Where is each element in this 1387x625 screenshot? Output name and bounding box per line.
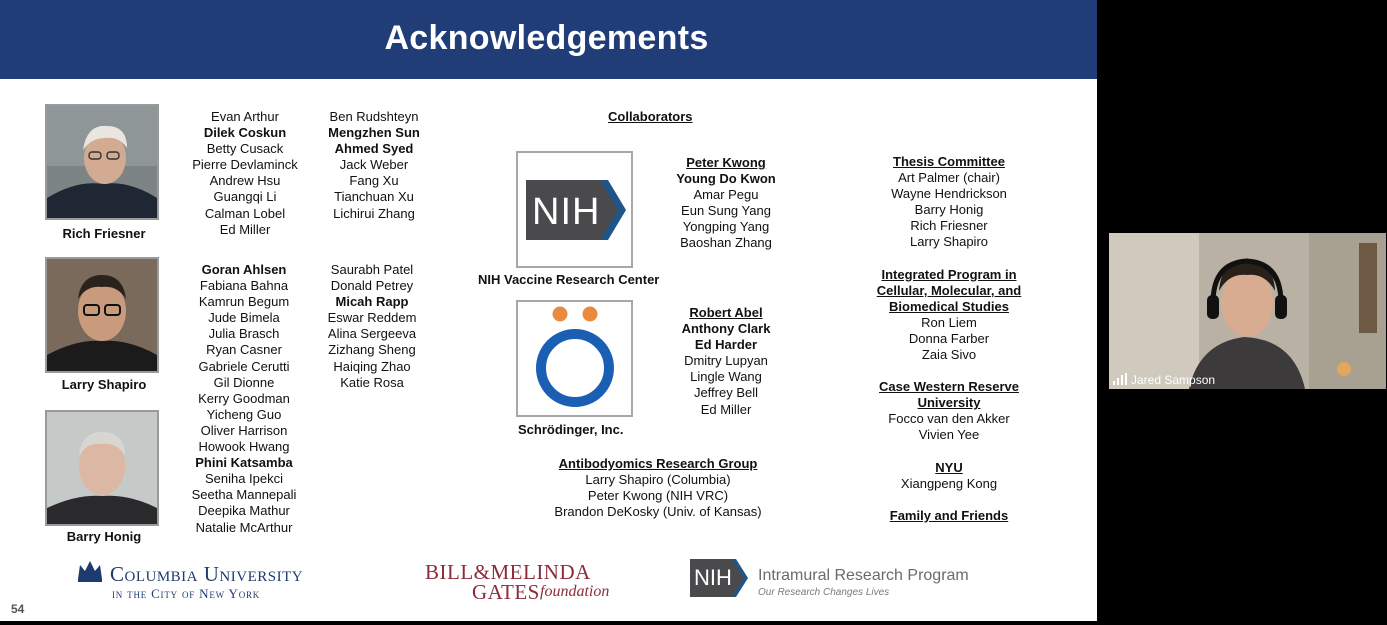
member-name: Fabiana Bahna bbox=[199, 278, 289, 294]
schrodinger-label: Schrödinger, Inc. bbox=[518, 422, 624, 437]
collaborator-name: Jeffrey Bell bbox=[693, 385, 759, 401]
member-name: Mengzhen Sun bbox=[328, 125, 420, 141]
photo-rich-friesner bbox=[45, 104, 159, 220]
page-number: 54 bbox=[11, 602, 25, 616]
section-heading: Family and Friends bbox=[889, 507, 1009, 523]
member-name: Seniha Ipekci bbox=[204, 471, 284, 487]
irp-title: Intramural Research Program bbox=[758, 567, 969, 584]
antibodyomics-heading: Antibodyomics Research Group bbox=[558, 456, 758, 471]
collaborator-name: Peter Kwong (NIH VRC) bbox=[587, 488, 729, 504]
person-name: Focco van den Akker bbox=[888, 411, 1010, 427]
member-name: Oliver Harrison bbox=[200, 422, 288, 438]
columbia-name: Columbia University bbox=[110, 562, 304, 586]
collaborator-name: Robert Abel bbox=[689, 305, 763, 320]
member-name: Seetha Mannepali bbox=[191, 487, 297, 503]
schrodinger-collaborators bbox=[656, 305, 796, 418]
person-name: Art Palmer (chair) bbox=[898, 170, 1000, 186]
member-name: Ben Rudshteyn bbox=[329, 109, 419, 124]
gates-line3: foundation bbox=[540, 583, 610, 600]
collaborator-name: Yongping Yang bbox=[682, 219, 770, 235]
photo-caption: Larry Shapiro bbox=[61, 377, 147, 392]
lab-members-col2-group1 bbox=[304, 109, 444, 222]
section-heading: NYU bbox=[935, 459, 963, 475]
participant-video bbox=[1109, 233, 1386, 389]
columbia-logo bbox=[76, 559, 366, 605]
gates-line1: BILL&MELINDA bbox=[425, 560, 591, 584]
nih-logo-text: NIH bbox=[532, 191, 601, 233]
member-name: Yicheng Guo bbox=[206, 406, 282, 422]
collaborator-name: Young Do Kwon bbox=[676, 171, 776, 187]
spacer bbox=[859, 363, 1039, 379]
nih-badge-text: NIH bbox=[694, 565, 732, 590]
member-name: Ed Miller bbox=[219, 221, 271, 237]
collaborator-name: Larry Shapiro (Columbia) bbox=[585, 472, 731, 488]
member-name: Kerry Goodman bbox=[198, 390, 290, 406]
collaborator-name: Amar Pegu bbox=[693, 187, 759, 203]
person-name: Rich Friesner bbox=[910, 218, 988, 234]
participant-name: Jared Sampson bbox=[1131, 373, 1216, 387]
schrodinger-logo-box bbox=[516, 300, 633, 417]
member-name: Ahmed Syed bbox=[334, 141, 414, 157]
person-name: Zaia Sivo bbox=[921, 347, 977, 363]
nih-collaborators bbox=[656, 155, 796, 252]
member-name: Jude Bimela bbox=[208, 310, 280, 326]
lab-members-col1-group2 bbox=[174, 262, 314, 536]
collaborator-name: Anthony Clark bbox=[681, 321, 771, 337]
collaborator-name: Ed Harder bbox=[694, 337, 758, 353]
person-name: Ron Liem bbox=[921, 314, 977, 330]
participant-video-tile[interactable] bbox=[1109, 233, 1386, 389]
nih-logo-box bbox=[516, 151, 633, 268]
irp-tagline: Our Research Changes Lives bbox=[758, 587, 890, 598]
photo-caption: Barry Honig bbox=[66, 529, 142, 544]
person-name: Larry Shapiro bbox=[909, 234, 989, 250]
collaborator-name: Brandon DeKosky (Univ. of Kansas) bbox=[554, 504, 762, 520]
gates-foundation-logo bbox=[425, 560, 625, 604]
member-name: Goran Ahlsen bbox=[201, 262, 287, 277]
person-name: Xiangpeng Kong bbox=[900, 475, 998, 491]
committee-column bbox=[859, 154, 1039, 524]
photo-caption: Rich Friesner bbox=[62, 226, 146, 241]
member-name: Tianchuan Xu bbox=[334, 189, 414, 205]
collaborator-name: Baoshan Zhang bbox=[680, 235, 772, 251]
member-name: Deepika Mathur bbox=[198, 503, 290, 519]
member-name: Betty Cusack bbox=[206, 141, 284, 157]
lab-members-col1-group1 bbox=[175, 109, 315, 238]
member-name: Natalie McArthur bbox=[195, 519, 293, 535]
member-name: Gil Dionne bbox=[213, 374, 275, 390]
section-heading: Thesis Committee bbox=[893, 154, 1005, 169]
member-name: Calman Lobel bbox=[204, 205, 286, 221]
photo-barry-honig bbox=[45, 410, 159, 526]
person-name: Vivien Yee bbox=[918, 427, 980, 443]
person-name: Barry Honig bbox=[914, 202, 984, 218]
schrodinger-logo bbox=[518, 302, 631, 415]
photo-larry-shapiro bbox=[45, 257, 159, 373]
member-name: Andrew Hsu bbox=[209, 173, 281, 189]
collaborator-name: Eun Sung Yang bbox=[681, 203, 771, 219]
section-heading: Case Western Reserve bbox=[879, 379, 1019, 395]
member-name: Fang Xu bbox=[349, 173, 399, 189]
member-name: Lichirui Zhang bbox=[333, 205, 415, 221]
member-name: Gabriele Cerutti bbox=[198, 358, 290, 374]
collaborator-name: Ed Miller bbox=[700, 401, 752, 417]
person-name: Wayne Hendrickson bbox=[891, 186, 1007, 202]
member-name: Pierre Devlaminck bbox=[192, 157, 298, 173]
member-name: Ryan Casner bbox=[206, 342, 282, 358]
member-name: Kamrun Begum bbox=[198, 294, 290, 310]
member-name: Zizhang Sheng bbox=[328, 342, 416, 358]
lab-members-col2-group2 bbox=[302, 262, 442, 391]
collaborator-name: Peter Kwong bbox=[686, 155, 766, 170]
section-heading: Cellular, Molecular, and bbox=[876, 282, 1022, 298]
member-name: Saurabh Patel bbox=[330, 262, 414, 277]
member-name: Alina Sergeeva bbox=[327, 326, 417, 342]
member-name: Micah Rapp bbox=[335, 294, 409, 310]
nih-vrc-label: NIH Vaccine Research Center bbox=[478, 272, 660, 287]
collaborator-name: Dmitry Lupyan bbox=[684, 353, 768, 369]
nih-irp-logo bbox=[690, 559, 1000, 599]
spacer bbox=[859, 444, 1039, 460]
section-heading: Integrated Program in bbox=[881, 266, 1017, 282]
member-name: Eswar Reddem bbox=[327, 310, 417, 326]
section-heading: University bbox=[917, 395, 981, 411]
member-name: Phini Katsamba bbox=[195, 455, 293, 471]
member-name: Howook Hwang bbox=[198, 439, 290, 455]
member-name: Jack Weber bbox=[339, 157, 409, 173]
member-name: Donald Petrey bbox=[330, 278, 414, 294]
member-name: Haiqing Zhao bbox=[333, 358, 411, 374]
member-name: Guangqi Li bbox=[213, 189, 277, 205]
signal-icon bbox=[1113, 373, 1127, 385]
antibodyomics-group bbox=[528, 456, 788, 520]
spacer bbox=[859, 251, 1039, 267]
member-name: Julia Brasch bbox=[208, 326, 280, 342]
spacer bbox=[859, 492, 1039, 508]
section-heading: Biomedical Studies bbox=[889, 298, 1009, 314]
person-name: Donna Farber bbox=[908, 330, 990, 346]
member-name: Dilek Coskun bbox=[203, 125, 287, 141]
member-name: Evan Arthur bbox=[211, 109, 279, 124]
member-name: Katie Rosa bbox=[340, 374, 404, 390]
title-bar bbox=[0, 0, 1097, 79]
crown-icon bbox=[76, 559, 104, 583]
columbia-subtitle: in the City of New York bbox=[112, 586, 261, 601]
collaborators-heading: Collaborators bbox=[608, 109, 693, 124]
slide-title: Acknowledgements bbox=[384, 19, 709, 57]
collaborator-name: Lingle Wang bbox=[690, 369, 762, 385]
gates-line2: GATES bbox=[472, 580, 540, 604]
